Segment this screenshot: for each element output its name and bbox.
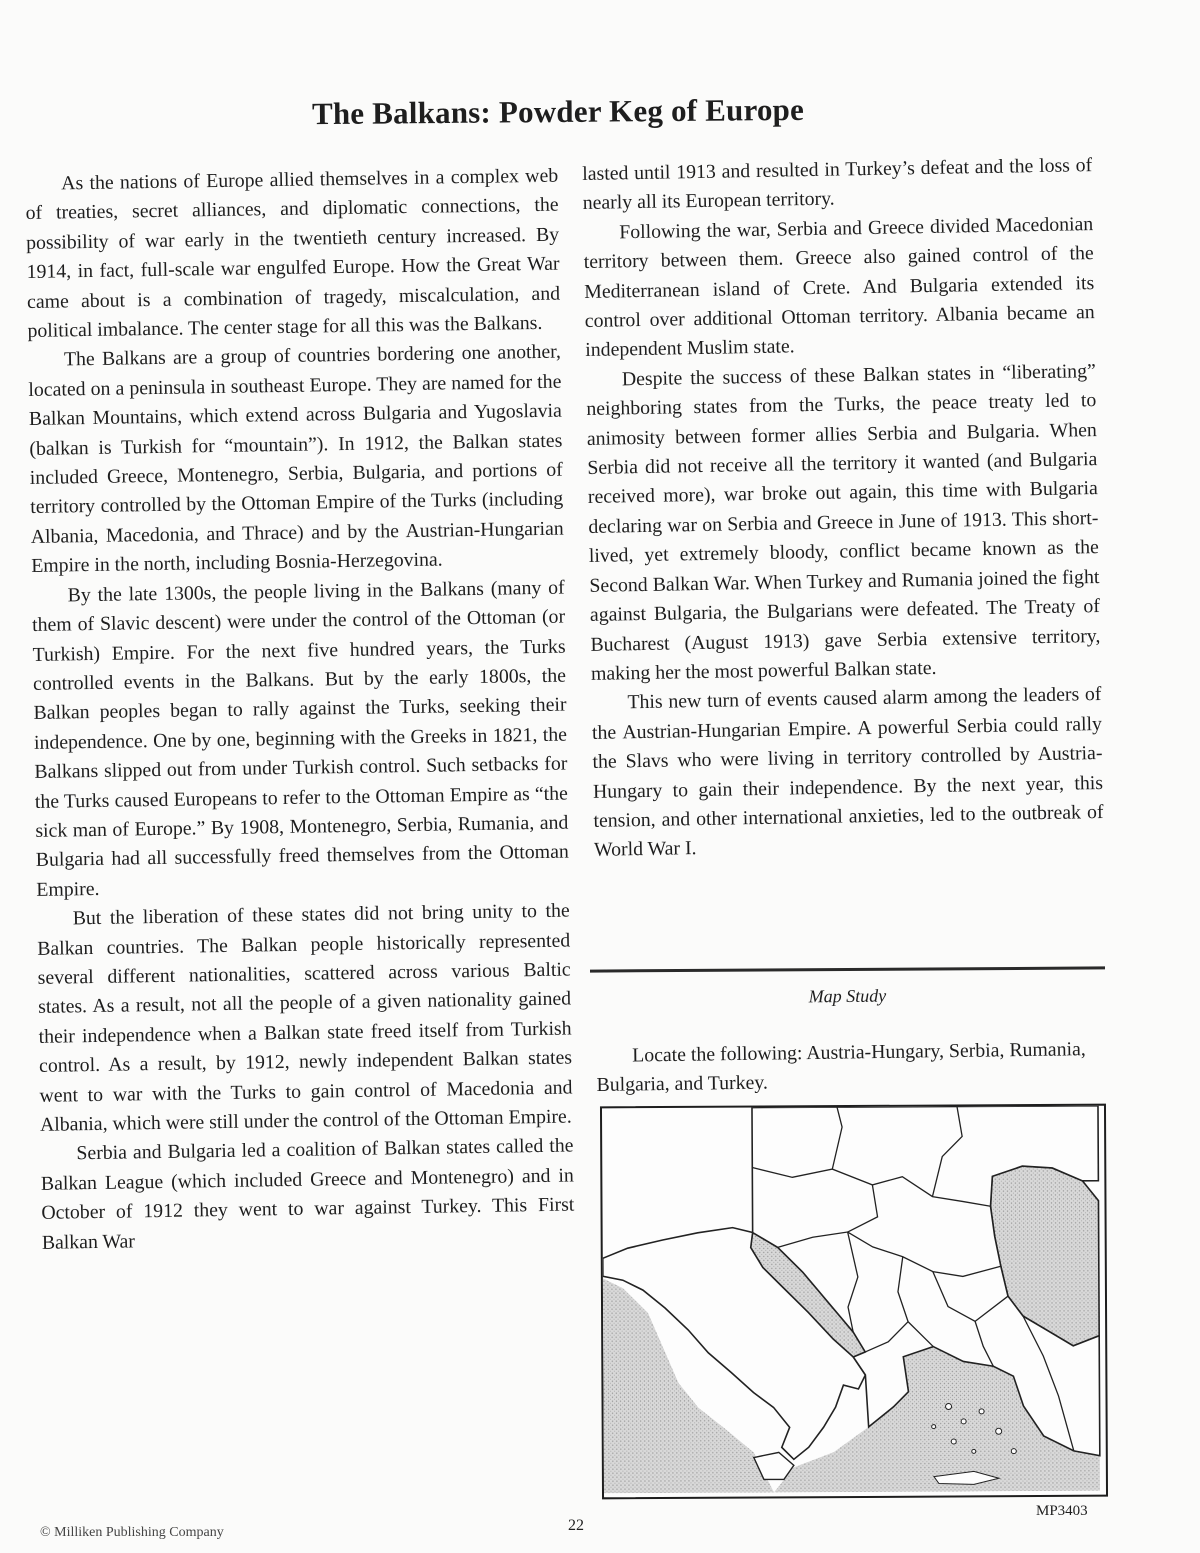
- paragraph: But the liberation of these states did not bring unity to the Balkan countries. The Balkan people historically represented several different nationalities, scattered across various Baltic states. As a result, not all the people of a given nationality gained their independence when a Balkan state freed itself from Turkish control. As a result, by 1912, newly independent Balkan states went to war with the Turks to gain control of Macedonia and Albania, which were still under the control of the Ottoman Empire.: [37, 899, 573, 1136]
- page-title: The Balkans: Powder Keg of Europe: [311, 91, 805, 132]
- paragraph: As the nations of Europe allied themselves in a complex web of treaties, secret alliances, and diplomatic connections, the possibility of war early in the twentieth century increased. By 1914, in fact, full-scale war engulfed Europe. How the Great War came about is a combination of tragedy, miscalculation, and political imbalance. The center stage for all this was the Balkans.: [25, 164, 561, 343]
- map-drawing: [602, 1106, 1102, 1494]
- product-code: MP3403: [1036, 1503, 1088, 1519]
- map-study-heading: Map Study: [808, 985, 887, 1007]
- right-column: [582, 151, 1104, 866]
- left-column: [25, 162, 575, 1258]
- section-divider: [590, 966, 1105, 972]
- map-instruction: [596, 1035, 1097, 1101]
- paragraph: lasted until 1913 and resulted in Turkey’s defeat and the loss of nearly all its European territory.: [582, 154, 1093, 215]
- paragraph: This new turn of events caused alarm among the leaders of the Austrian-Hungarian Empire. A powerful Serbia could rally the Slavs who were living in territory controlled by Austria-Hungary to gain their independence. By the next year, this tension, and other international anxieties, led to the outbreak of World War I.: [591, 683, 1104, 862]
- page-number: 22: [568, 1517, 584, 1534]
- balkans-outline-map: [600, 1104, 1108, 1500]
- publisher-footer: © Milliken Publishing Company: [40, 1525, 224, 1540]
- map-instruction-text: Locate the following: Austria-Hungary, Serbia, Rumania, Bulgaria, and Turkey.: [596, 1038, 1086, 1097]
- paragraph: Despite the success of these Balkan states in “liberating” neighboring states from the Turks, the peace treaty led to animosity between former allies Serbia and Bulgaria. When Serbia did not receive all the territory it wanted (and Bulgaria received more), war broke out again, this time with Bulgaria declaring war on Serbia and Greece in June of 1913. This short-lived, yet extremely bloody, conflict became known as the Second Balkan War. When Turkey and Rumania joined the fight against Bulgaria, the Bulgarians were defeated. The Treaty of Bucharest (August 1913) gave Serbia extensive territory, making her the most powerful Balkan state.: [586, 359, 1101, 685]
- paragraph: Following the war, Serbia and Greece divided Macedonian territory between them. Greece also gained control of the Mediterranean island of Crete. And Bulgaria extended its control over additional Ottoman territory. Albania became an independent Muslim state.: [583, 212, 1095, 362]
- paragraph: The Balkans are a group of countries bordering one another, located on a peninsula in southeast Europe. They are named for the Balkan Mountains, which extend across Bulgaria and Yugoslavia (balkan is Turkish for “mountain”). In 1912, the Balkan states included Greece, Montenegro, Serbia, Bulgaria, and portions of territory controlled by the Ottoman Empire of the Turks (including Albania, Macedonia, and Thrace) and by the Austrian-Hungarian Empire in the north, including Bosnia-Herzegovina.: [28, 341, 564, 578]
- paragraph: Serbia and Bulgaria led a coalition of Balkan states called the Balkan League (which included Greece and Montenegro) and in October of 1912 they went to war against Turkey. This First Balkan War: [40, 1134, 575, 1254]
- paragraph: By the late 1300s, the people living in the Balkans (many of them of Slavic descent) were under the control of the Ottoman (or Turkish) Empire. For the next five hundred years, the Turks controlled events in the Balkans. But by the early 1800s, the Balkan peoples began to rally against the Turks, seeking their independence. One by one, beginning with the Greeks in 1821, the Balkans slipped out from under Turkish control. Such setbacks for the Turks caused Europeans to refer to the Ottoman Empire as “the sick man of Europe.” By 1908, Montenegro, Serbia, Rumania, and Bulgaria had all successfully freed themselves from the Ottoman Empire.: [31, 576, 569, 901]
